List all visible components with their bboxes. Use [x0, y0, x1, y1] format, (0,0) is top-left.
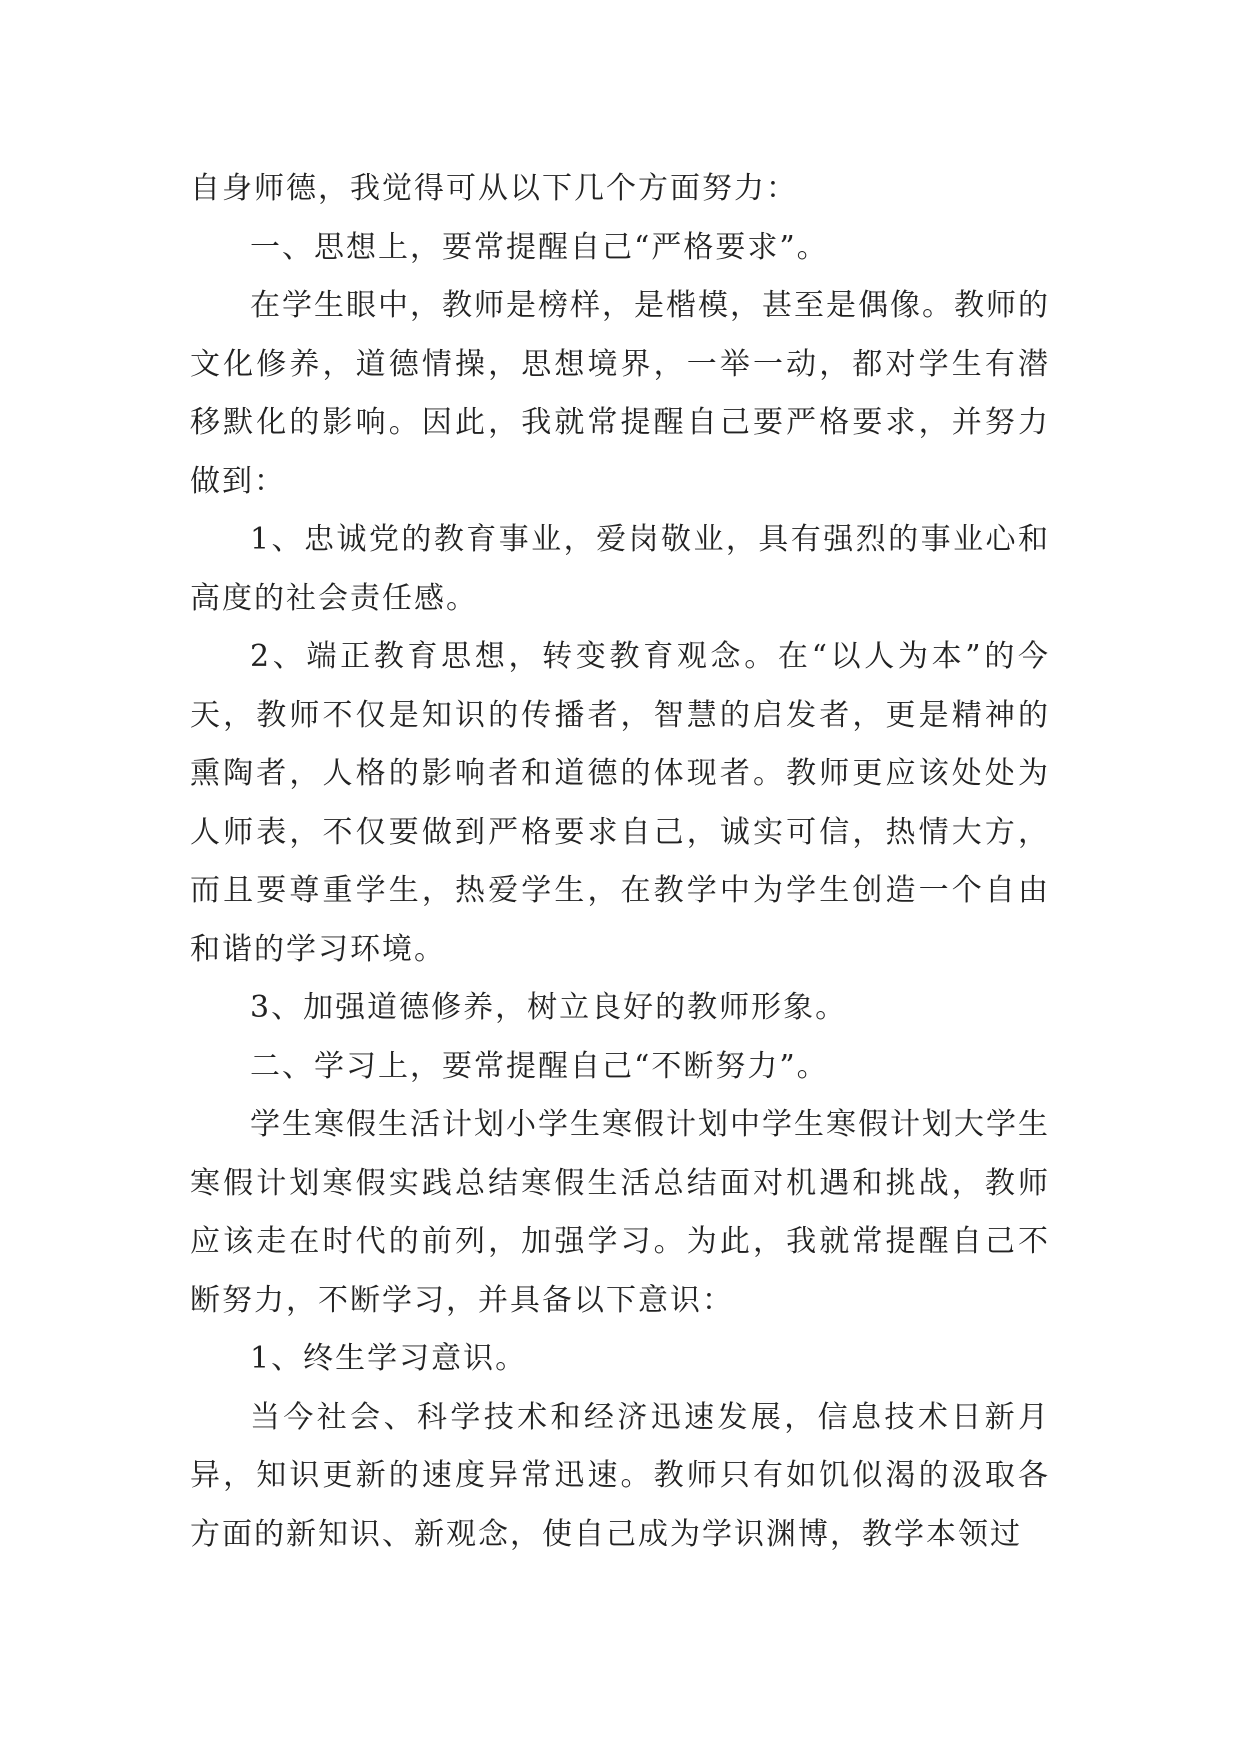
heading-section-1: 一、思想上，要常提醒自己“严格要求”。 — [250, 229, 829, 265]
document-body — [190, 160, 1050, 1564]
paragraph-intro: 自身师德，我觉得可从以下几个方面努力： — [190, 171, 798, 206]
paragraph: 在学生眼中，教师是榜样，是楷模，甚至是偶像。教师的文化修养，道德情操，思想境界，一举一动，都对学生有潜移默化的影响。因此，我就常提醒自己要严格要求，并努力做到： — [190, 288, 1050, 499]
list-item: 3、加强道德修养，树立良好的教师形象。 — [250, 990, 848, 1025]
paragraph: 学生寒假生活计划小学生寒假计划中学生寒假计划大学生寒假计划寒假实践总结寒假生活总结面对机遇和挑战，教师应该走在时代的前列，加强学习。为此，我就常提醒自己不断努力，不断学习，并具备以下意识： — [190, 1107, 1050, 1318]
list-item: 2、端正教育思想，转变教育观念。在“以人为本”的今天，教师不仅是知识的传播者，智慧的启发者，更是精神的熏陶者，人格的影响者和道德的体现者。教师更应该处处为人师表，不仅要做到严格要求自己，诚实可信，热情大方，而且要尊重学生，热爱学生，在教学中为学生创造一个自由和谐的学习环境。 — [190, 639, 1050, 967]
list-item: 1、终生学习意识。 — [250, 1341, 528, 1376]
list-item: 1、忠诚党的教育事业，爱岗敬业，具有强烈的事业心和高度的社会责任感。 — [190, 522, 1050, 616]
heading-section-2: 二、学习上，要常提醒自己“不断努力”。 — [250, 1048, 829, 1084]
paragraph: 当今社会、科学技术和经济迅速发展，信息技术日新月异，知识更新的速度异常迅速。教师只有如饥似渴的汲取各方面的新知识、新观念，使自己成为学识渊博，教学本领过 — [190, 1399, 1050, 1552]
